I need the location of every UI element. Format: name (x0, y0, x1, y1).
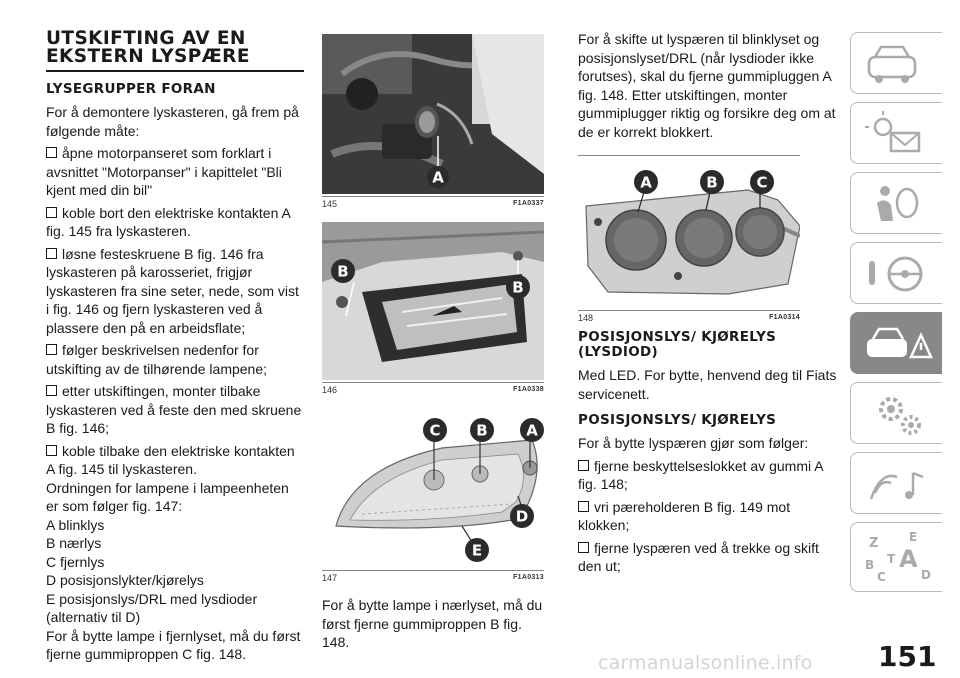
multimedia-icon (851, 453, 943, 515)
svg-text:Z: Z (869, 536, 879, 551)
tab-car-dashboard[interactable] (850, 32, 942, 94)
index-icon (851, 523, 943, 593)
step-item: koble tilbake den elektriske kontakten A fig. 145 til lyskasteren. (46, 442, 295, 477)
section-heading-front-lights: LYSEGRUPPER FORAN (46, 81, 216, 97)
figure-caption: 146 F1A0338 (322, 382, 544, 395)
bullet-box-icon (578, 460, 589, 471)
low-beam-text: For å bytte lampe i nærlyset, må du først fjerne gummiproppen B fig. 148. (322, 597, 543, 650)
tab-emergency[interactable] (850, 312, 942, 374)
page-title: UTSKIFTING AV EN EKSTERN LYSPÆRE (46, 30, 304, 72)
tab-multimedia[interactable] (850, 452, 942, 514)
step-item: etter utskiftingen, monter tilbake lyskasteren ved å feste den med skruene B fig. 146; (46, 383, 302, 436)
bullet-box-icon (46, 385, 57, 396)
figure-caption: 145 F1A0337 (322, 196, 544, 209)
figure-caption: 148 F1A0314 (578, 310, 800, 323)
svg-text:E: E (471, 541, 483, 560)
step-item: fjerne beskyttelseslokket av gummi A fig. 148; (578, 457, 823, 492)
lamp-order-item: B nærlys (46, 535, 102, 551)
column-left (46, 30, 304, 664)
section-heading-led: POSISJONSLYS/ KJØRELYS (LYSDIOD) (578, 329, 777, 360)
indicator-text: For å skifte ut lyspæren til blinklyset og posisjonslyset/DRL (når lysdioder ikke forutses), skal du fjerne gummipluggen A fig. 148. Etter utskiftingen, monter gummiplugger riktig og forsikre deg om at de er korrekt blokkert. (578, 31, 836, 140)
bullet-box-icon (46, 207, 57, 218)
svg-text:B: B (476, 421, 488, 440)
page-number: 151 (878, 640, 937, 673)
step-item: fjerne lyspæren ved å trekke og skift den ut; (578, 539, 819, 574)
divider (578, 155, 800, 156)
svg-text:D: D (921, 568, 931, 582)
lamp-order-item: C fjernlys (46, 553, 105, 570)
position-intro: For å bytte lyspæren gjør som følger: (578, 435, 809, 451)
step-item: vri pæreholderen B fig. 149 mot klokken; (578, 498, 791, 533)
tab-warning-lights[interactable] (850, 102, 942, 164)
svg-text:B: B (865, 558, 875, 572)
svg-text:C: C (756, 173, 768, 192)
tab-maintenance[interactable] (850, 382, 942, 444)
column-right (578, 30, 838, 576)
tab-safety[interactable] (850, 172, 942, 234)
svg-text:T: T (887, 552, 896, 566)
engine-bay-connector-image (322, 34, 544, 194)
svg-text:A: A (899, 545, 918, 573)
figure-146 (322, 222, 544, 402)
svg-text:B: B (706, 173, 718, 192)
watermark: carmanualsonline.info (598, 652, 813, 674)
step-item: åpne motorpanseret som forklart i avsnittet "Motorpanser" i kapittelet "Bli kjent med din bil" (46, 145, 282, 198)
svg-text:B: B (337, 262, 349, 281)
lamp-order-item: A blinklys (46, 516, 105, 533)
steering-wheel-icon (851, 243, 943, 305)
svg-text:A: A (432, 168, 444, 187)
lamp-order-intro: Ordningen for lampene i lampeenheten er som følger fig. 147: (46, 479, 289, 514)
svg-text:D: D (515, 507, 529, 526)
bullet-box-icon (46, 344, 57, 355)
safety-airbag-icon (851, 173, 943, 235)
car-dashboard-icon (851, 33, 943, 95)
svg-text:A: A (640, 173, 652, 192)
figure-148 (578, 166, 800, 328)
headlamp-screws-image (322, 222, 544, 380)
headlamp-layout-diagram (322, 408, 544, 568)
step-item: koble bort den elektriske kontakten A fig. 145 fra lyskasteren. (46, 204, 291, 239)
tab-starting-driving[interactable] (850, 242, 942, 304)
step-item: følger beskrivelsen nedenfor for utskifting av de tilhørende lampene; (46, 342, 268, 377)
svg-text:C: C (429, 421, 441, 440)
lamp-order-item: D posisjonslykter/kjørelys (46, 572, 204, 588)
lamp-order-item: E posisjonslys/DRL med lysdioder (alternativ til D) (46, 590, 258, 625)
svg-text:C: C (877, 570, 886, 584)
headlamp-rear-caps-image (578, 166, 800, 308)
led-text: Med LED. For bytte, henvend deg til Fiats servicenett. (578, 367, 837, 402)
emergency-breakdown-icon (851, 313, 943, 375)
svg-text:E: E (909, 530, 918, 544)
section-heading-position-lights: POSISJONSLYS/ KJØRELYS (578, 412, 777, 428)
maintenance-gears-icon (851, 383, 943, 445)
svg-text:B: B (512, 278, 524, 297)
intro-text: For å demontere lyskasteren, gå frem på følgende måte: (46, 104, 299, 139)
figure-145 (322, 34, 544, 214)
bullet-box-icon (46, 248, 57, 259)
warning-lights-icon (851, 103, 943, 165)
bullet-box-icon (46, 445, 57, 456)
closing-text: For å bytte lampe i fjernlyset, må du først fjerne gummiproppen C fig. 148. (46, 627, 301, 662)
svg-text:A: A (526, 421, 538, 440)
figure-147 (322, 408, 544, 590)
bullet-box-icon (578, 542, 589, 553)
step-item: løsne festeskruene B fig. 146 fra lyskasteren på karosseriet, frigjør lyskasteren fra sine seter, nede, som vist i fig. 146 og fjern lyskasteren ved å plassere den på en arbeidsflate; (46, 245, 299, 336)
bullet-box-icon (578, 501, 589, 512)
bullet-box-icon (46, 147, 57, 158)
tab-index[interactable] (850, 522, 942, 592)
figure-caption: 147 F1A0313 (322, 570, 544, 583)
